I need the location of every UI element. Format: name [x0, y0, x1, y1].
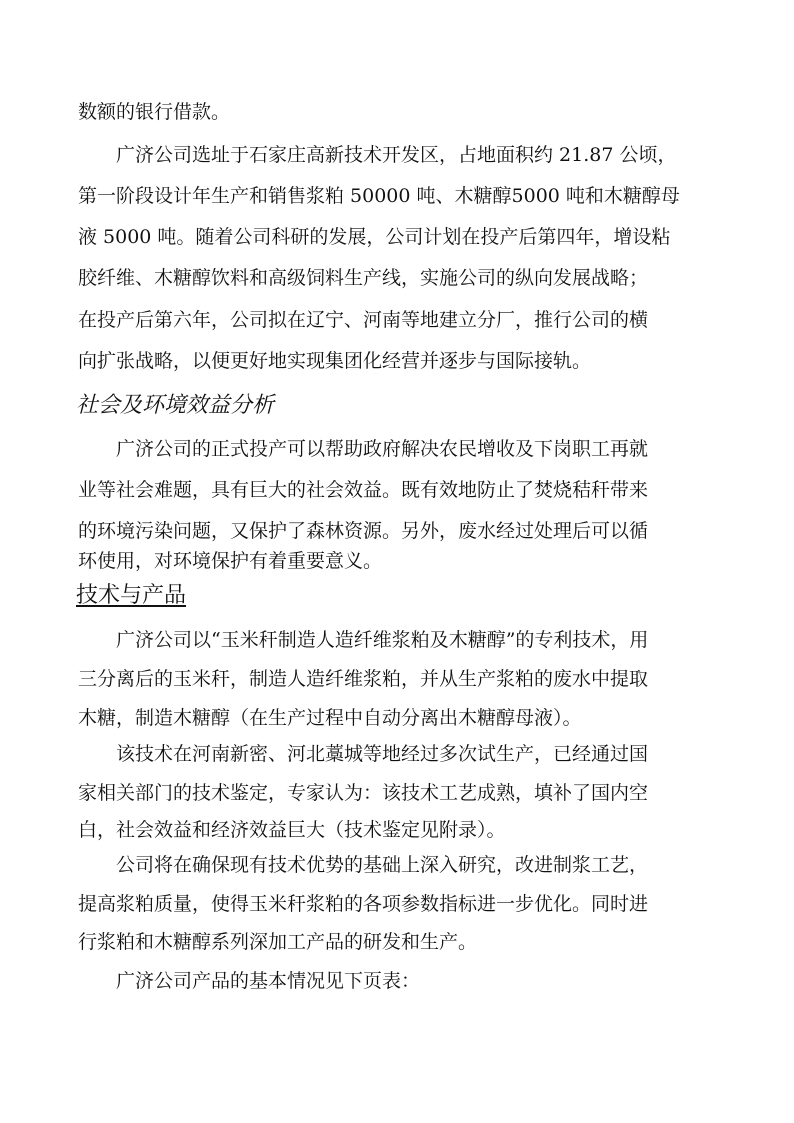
paragraph-line: 数额的银行借款。	[78, 101, 231, 123]
paragraph-line: 木糖，制造木糖醇（在生产过程中自动分离出木糖醇母液）。	[78, 707, 582, 729]
paragraph-line: 业等社会难题，具有巨大的社会效益。既有效地防止了焚烧秸秆带来	[78, 479, 649, 501]
section-heading: 技术与产品	[76, 583, 187, 608]
paragraph-line: 公司将在确保现有技术优势的基础上深入研究，改进制浆工艺，	[116, 854, 649, 876]
paragraph-line: 向扩张战略，以便更好地实现集团化经营并逐步与国际接轨。	[78, 350, 592, 372]
paragraph-line: 行浆粕和木糖醇系列深加工产品的研发和生产。	[78, 931, 478, 953]
paragraph-line: 提高浆粕质量，使得玉米秆浆粕的各项参数指标进一步优化。同时进	[78, 893, 649, 915]
section-heading: 社会及环境效益分析	[76, 393, 275, 418]
paragraph-line: 广济公司的正式投产可以帮助政府解决农民增收及下岗职工再就	[116, 438, 649, 460]
paragraph-line: 三分离后的玉米秆，制造人造纤维浆粕，并从生产浆粕的废水中提取	[78, 668, 649, 690]
paragraph-line: 白，社会效益和经济效益巨大（技术鉴定见附录）。	[78, 819, 506, 841]
paragraph-line: 的环境污染问题，又保护了森林资源。另外，废水经过处理后可以循	[78, 520, 649, 542]
paragraph-line: 家相关部门的技术鉴定，专家认为：该技术工艺成熟，填补了国内空	[78, 782, 649, 804]
paragraph-line: 胶纤维、木糖醇饮料和高级饲料生产线，实施公司的纵向发展战略；	[78, 267, 649, 289]
paragraph-line: 液 5000 吨。随着公司科研的发展，公司计划在投产后第四年，增设粘	[78, 226, 671, 248]
paragraph-line: 该技术在河南新密、河北藁城等地经过多次试生产，已经通过国	[116, 743, 649, 765]
paragraph-line: 广济公司以“玉米秆制造人造纤维浆粕及木糖醇”的专利技术，用	[116, 629, 649, 651]
paragraph-line: 环使用，对环境保护有着重要意义。	[78, 550, 383, 572]
paragraph-line: 在投产后第六年，公司拟在辽宁、河南等地建立分厂，推行公司的横	[78, 309, 649, 331]
paragraph-line: 广济公司选址于石家庄高新技术开发区，占地面积约 21.87 公顷，	[116, 144, 677, 166]
paragraph-line: 第一阶段设计年生产和销售浆粕 50000 吨、木糖醇5000 吨和木糖醇母	[78, 185, 680, 207]
paragraph-line: 广济公司产品的基本情况见下页表：	[116, 970, 421, 992]
